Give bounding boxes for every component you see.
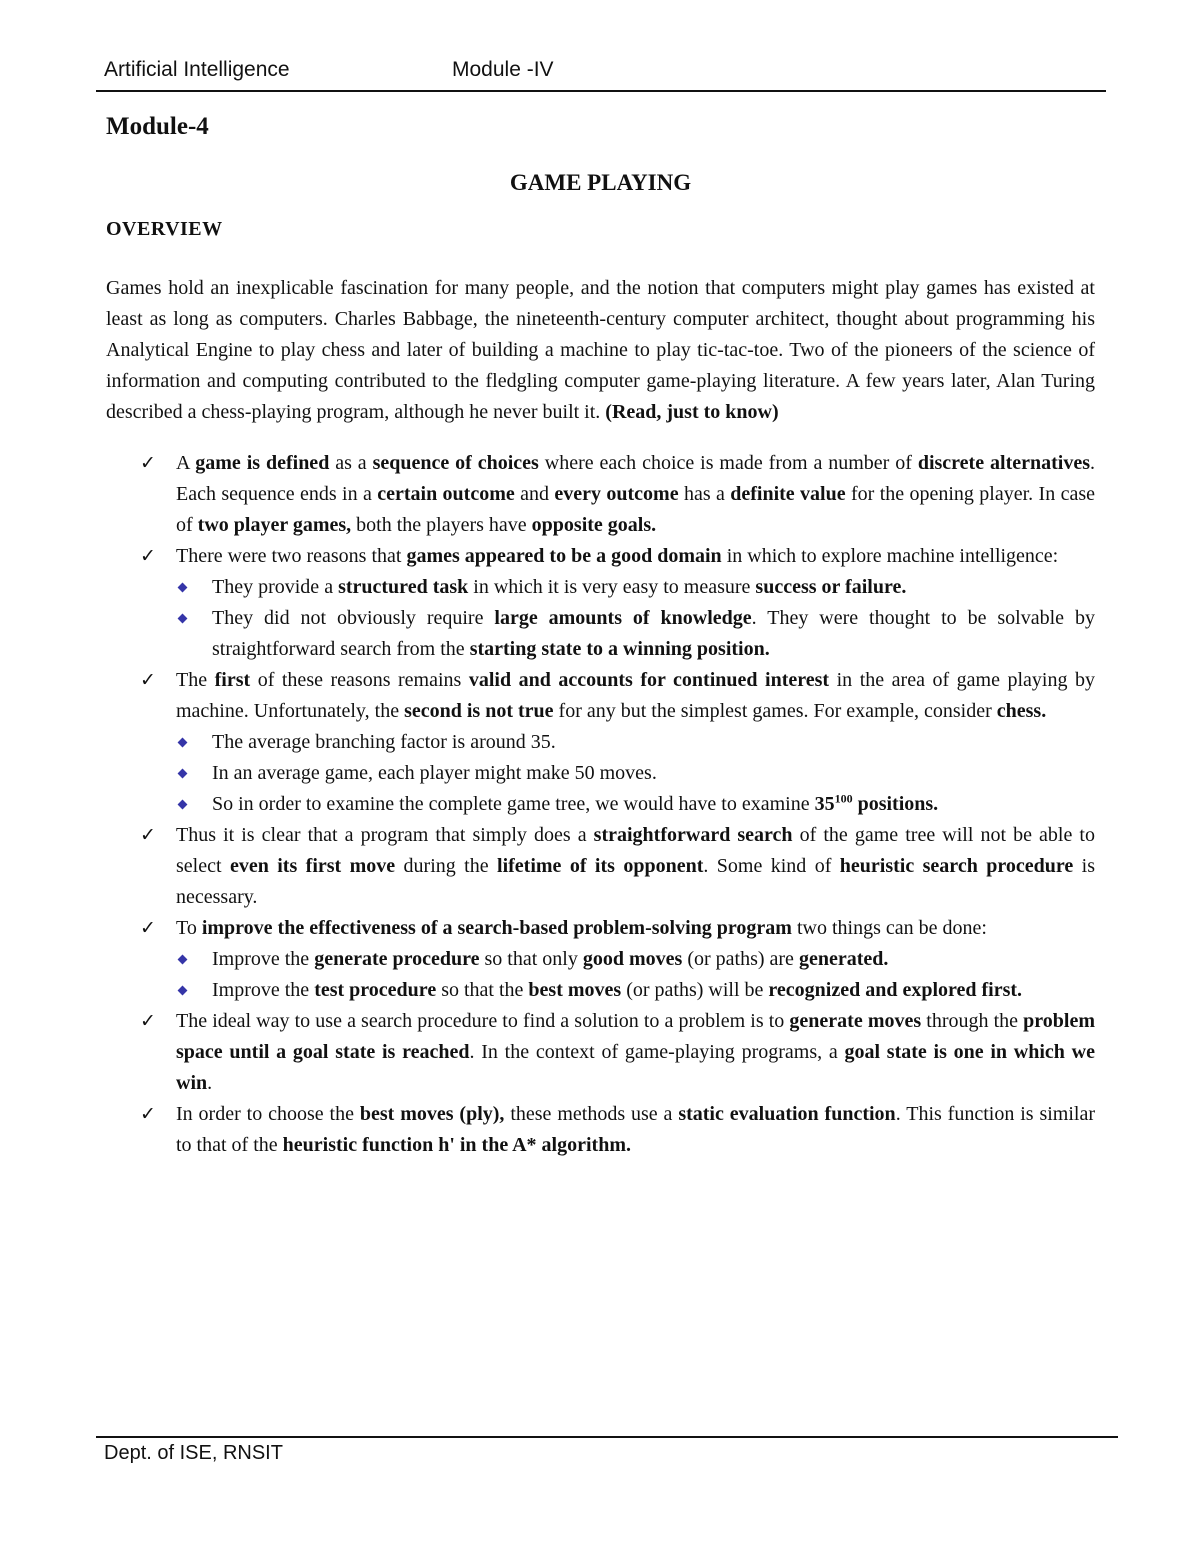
- checkmark-icon: ✓: [140, 1103, 156, 1125]
- list-item: ✓ The ideal way to use a search procedure to find a solution to a problem is to generate moves through the problem space until a goal state is reached. In the context of game-playing programs, a goal state is one in which we win.: [106, 1006, 1095, 1099]
- page-header: [104, 58, 1104, 90]
- checkmark-icon: ✓: [140, 1010, 156, 1032]
- page-footer: Dept. of ISE, RNSIT: [104, 1442, 283, 1464]
- list-item: ✓ In order to choose the best moves (ply), these methods use a static evaluation function. This function is similar to that of the heuristic function h' in the A* algorithm.: [106, 1099, 1095, 1161]
- sub-list-item: The average branching factor is around 35.: [106, 727, 1095, 758]
- module-heading: Module-4: [106, 113, 209, 140]
- section-heading: OVERVIEW: [106, 218, 223, 240]
- sub-list-item: They provide a structured task in which it is very easy to measure success or failure.: [106, 572, 1095, 603]
- intro-paragraph: Games hold an inexplicable fascination for many people, and the notion that computers might play games has existed at least as long as computers. Charles Babbage, the nineteenth-century computer architect, thought about programming his Analytical Engine to play chess and later of building a machine to play tic-tac-toe. Two of the pioneers of the science of information and computing contributed to the fledgling computer game-playing literature. A few years later, Alan Turing described a chess-playing program, although he never built it. (Read, just to know): [106, 277, 1095, 423]
- list-item: ✓ Thus it is clear that a program that simply does a straightforward search of the game tree will not be able to select even its first move during the lifetime of its opponent. Some kind of heuristic search procedure is necessary.: [106, 820, 1095, 913]
- header-rule: [96, 90, 1106, 92]
- checkmark-icon: ✓: [140, 669, 156, 691]
- sub-list-item: They did not obviously require large amounts of knowledge. They were thought to be solvable by straightforward search from the starting state to a winning position.: [106, 603, 1095, 665]
- list-item: ✓ A game is defined as a sequence of choices where each choice is made from a number of discrete alternatives. Each sequence ends in a certain outcome and every outcome has a definite value for the opening player. In case of two player games, both the players have opposite goals.: [106, 448, 1095, 541]
- read-note: (Read, just to know): [605, 401, 779, 423]
- header-course-title: Artificial Intelligence: [104, 58, 290, 81]
- diamond-bullet-icon: [178, 955, 188, 965]
- bullet-list: [106, 448, 1095, 1161]
- sub-list-item: So in order to examine the complete game tree, we would have to examine $35^{100}$ positions.: [106, 789, 1095, 820]
- page-content: [106, 110, 1095, 1161]
- sub-list-item: Improve the generate procedure so that only good moves (or paths) are generated.: [106, 944, 1095, 975]
- checkmark-icon: ✓: [140, 452, 156, 474]
- page-title: GAME PLAYING: [509, 170, 692, 195]
- diamond-bullet-icon: [178, 769, 188, 779]
- diamond-bullet-icon: [178, 614, 188, 624]
- diamond-bullet-icon: [178, 583, 188, 593]
- list-item: ✓ There were two reasons that games appeared to be a good domain in which to explore machine intelligence:: [106, 541, 1095, 572]
- sub-list-item: In an average game, each player might make 50 moves.: [106, 758, 1095, 789]
- header-module-label: Module -IV: [452, 58, 554, 81]
- diamond-bullet-icon: [178, 986, 188, 996]
- diamond-bullet-icon: [178, 738, 188, 748]
- checkmark-icon: ✓: [140, 545, 156, 567]
- diamond-bullet-icon: [178, 800, 188, 810]
- sub-list-item: Improve the test procedure so that the best moves (or paths) will be recognized and explored first.: [106, 975, 1095, 1006]
- checkmark-icon: ✓: [140, 824, 156, 846]
- list-item: ✓ The first of these reasons remains valid and accounts for continued interest in the area of game playing by machine. Unfortunately, the second is not true for any but the simplest games. For example, consider chess.: [106, 665, 1095, 727]
- checkmark-icon: ✓: [140, 917, 156, 939]
- footer-rule: [96, 1436, 1118, 1438]
- list-item: ✓ To improve the effectiveness of a search-based problem-solving program two things can be done:: [106, 913, 1095, 944]
